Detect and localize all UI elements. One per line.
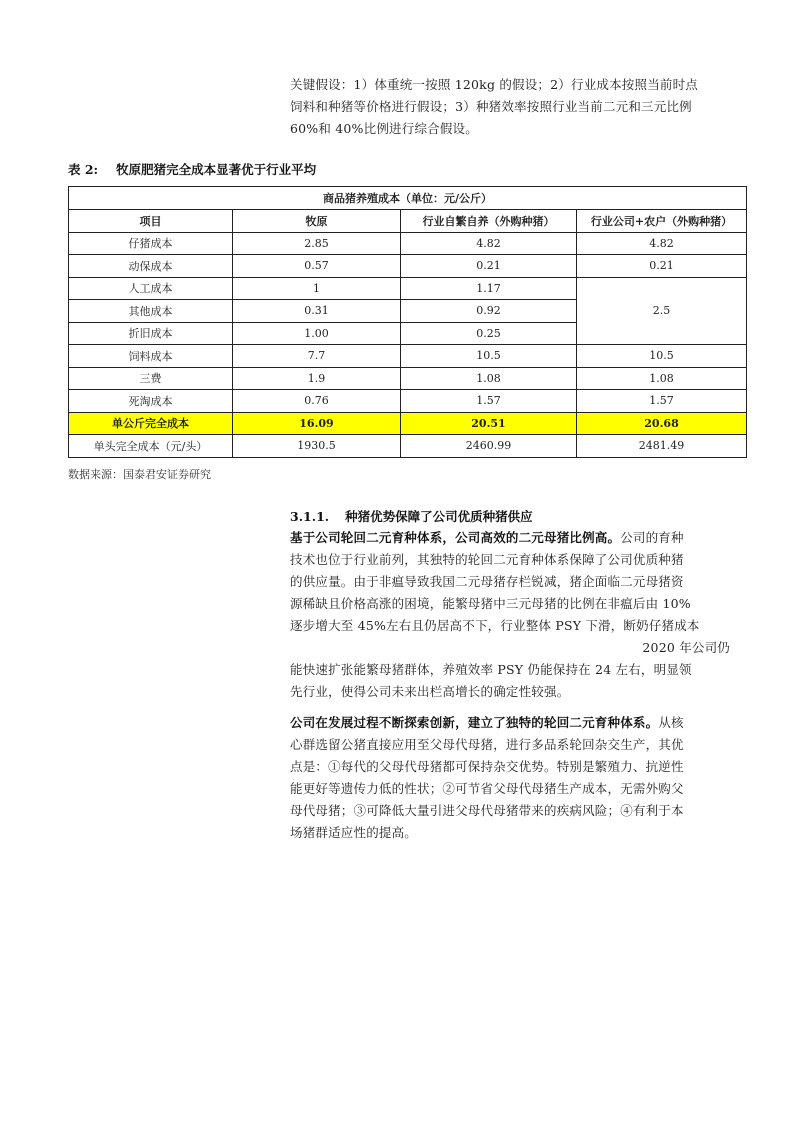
para-line: 技术也位于行业前列，其独特的轮回二元育种体系保障了公司优质种猪 bbox=[290, 552, 684, 567]
cell-coop: 4.82 bbox=[577, 232, 747, 255]
table-label: 表 2: bbox=[68, 162, 99, 177]
para-line: 2020 年公司仍 bbox=[642, 640, 730, 655]
per-head-row bbox=[69, 435, 747, 458]
cell-item: 仔猪成本 bbox=[69, 232, 233, 255]
cell-muyuan: 0.31 bbox=[233, 300, 401, 323]
cell-muyuan: 0.57 bbox=[233, 255, 401, 278]
cell-muyuan: 2.85 bbox=[233, 232, 401, 255]
section-number: 3.1.1. bbox=[290, 509, 330, 524]
table-row bbox=[69, 390, 747, 413]
table-caption-row bbox=[69, 187, 747, 210]
intro-line: 60%和 40%比例进行综合假设。 bbox=[290, 121, 478, 136]
para-line: 母代母猪；③可降低大量引进父母代母猪带来的疾病风险；④有利于本 bbox=[290, 803, 684, 818]
intro-line: 饲料和种猪等价格进行假设；3）种猪效率按照行业当前二元和三元比例 bbox=[290, 99, 692, 114]
cell-item: 人工成本 bbox=[69, 277, 233, 300]
cell-coop: 1.57 bbox=[577, 390, 747, 413]
cell-coop: 1.08 bbox=[577, 367, 747, 390]
table-row bbox=[69, 345, 747, 368]
para-line: 的供应量。由于非瘟导致我国二元母猪存栏锐减，猪企面临二元母猪资 bbox=[290, 574, 684, 589]
body-paragraph-1 bbox=[290, 527, 730, 703]
para-line: 源稀缺且价格高涨的困境，能繁母猪中三元母猪的比例在非瘟后由 10% bbox=[290, 596, 691, 611]
intro-line: 关键假设：1）体重统一按照 120kg 的假设；2）行业成本按照当前时点 bbox=[290, 77, 698, 92]
para-lead: 基于公司轮回二元育种体系，公司高效的二元母猪比例高。 bbox=[290, 530, 621, 545]
para-line: 先行业，使得公司未来出栏高增长的确定性较强。 bbox=[290, 684, 570, 699]
cell-muyuan: 7.7 bbox=[233, 345, 401, 368]
total-row bbox=[69, 412, 747, 435]
table-title-text: 牧原肥猪完全成本显著优于行业平均 bbox=[116, 162, 317, 177]
cell-item: 死淘成本 bbox=[69, 390, 233, 413]
cell-self: 1.57 bbox=[401, 390, 577, 413]
cell-self: 0.21 bbox=[401, 255, 577, 278]
table-row bbox=[69, 232, 747, 255]
cell-coop-merged: 2.5 bbox=[577, 277, 747, 345]
cell-muyuan: 0.76 bbox=[233, 390, 401, 413]
intro-paragraph bbox=[290, 74, 730, 140]
cell-muyuan: 16.09 bbox=[233, 412, 401, 435]
header-muyuan: 牧原 bbox=[233, 210, 401, 233]
cell-self: 10.5 bbox=[401, 345, 577, 368]
cell-item: 折旧成本 bbox=[69, 322, 233, 345]
cell-self: 1.17 bbox=[401, 277, 577, 300]
cell-coop: 0.21 bbox=[577, 255, 747, 278]
section-heading bbox=[290, 507, 533, 525]
header-item: 项目 bbox=[69, 210, 233, 233]
para-line: 逐步增大至 45%左右且仍居高不下，行业整体 PSY 下滑，断奶仔猪成本 bbox=[290, 618, 700, 633]
cell-muyuan: 1 bbox=[233, 277, 401, 300]
para-line: 点是：①每代的父母代母猪都可保持杂交优势。特别是繁殖力、抗逆性 bbox=[290, 759, 684, 774]
cell-item: 单头完全成本（元/头） bbox=[69, 435, 233, 458]
section-title: 种猪优势保障了公司优质种猪供应 bbox=[345, 509, 533, 524]
para-line: 心群选留公猪直接应用至父母代母猪，进行多品系轮回杂交生产，其优 bbox=[290, 737, 684, 752]
para-line bbox=[290, 527, 730, 549]
para-line bbox=[290, 712, 730, 734]
table-row bbox=[69, 255, 747, 278]
cell-self: 2460.99 bbox=[401, 435, 577, 458]
cell-muyuan: 1.9 bbox=[233, 367, 401, 390]
cell-self: 0.25 bbox=[401, 322, 577, 345]
cell-self: 1.08 bbox=[401, 367, 577, 390]
cell-coop: 20.68 bbox=[577, 412, 747, 435]
body-paragraph-2 bbox=[290, 712, 730, 844]
table-header-row bbox=[69, 210, 747, 233]
table-row bbox=[69, 277, 747, 300]
table-title bbox=[68, 160, 316, 178]
cell-muyuan: 1.00 bbox=[233, 322, 401, 345]
data-source: 数据来源：国泰君安证券研究 bbox=[68, 468, 211, 481]
cell-coop: 10.5 bbox=[577, 345, 747, 368]
para-line: 场猪群适应性的提高。 bbox=[290, 825, 418, 840]
cell-item: 动保成本 bbox=[69, 255, 233, 278]
table-row bbox=[69, 367, 747, 390]
cell-self: 0.92 bbox=[401, 300, 577, 323]
para-text: 从核 bbox=[658, 715, 684, 730]
cell-item: 其他成本 bbox=[69, 300, 233, 323]
cell-muyuan: 1930.5 bbox=[233, 435, 401, 458]
cell-self: 20.51 bbox=[401, 412, 577, 435]
para-text: 公司的育种 bbox=[620, 530, 684, 545]
para-line: 能更好等遗传力低的性状；②可节省父母代母猪生产成本，无需外购父 bbox=[290, 781, 684, 796]
header-self-breeding: 行业自繁自养（外购种猪） bbox=[401, 210, 577, 233]
cost-table bbox=[68, 186, 747, 458]
header-company-farmer: 行业公司+农户（外购种猪） bbox=[577, 210, 747, 233]
cell-item: 三费 bbox=[69, 367, 233, 390]
para-lead: 公司在发展过程不断探索创新，建立了独特的轮回二元育种体系。 bbox=[290, 715, 659, 730]
cell-item: 单公斤完全成本 bbox=[69, 412, 233, 435]
cell-item: 饲料成本 bbox=[69, 345, 233, 368]
cell-self: 4.82 bbox=[401, 232, 577, 255]
cell-coop: 2481.49 bbox=[577, 435, 747, 458]
table-caption: 商品猪养殖成本（单位：元/公斤） bbox=[69, 187, 747, 210]
para-line: 能快速扩张能繁母猪群体，养殖效率 PSY 仍能保持在 24 左右，明显领 bbox=[290, 662, 692, 677]
